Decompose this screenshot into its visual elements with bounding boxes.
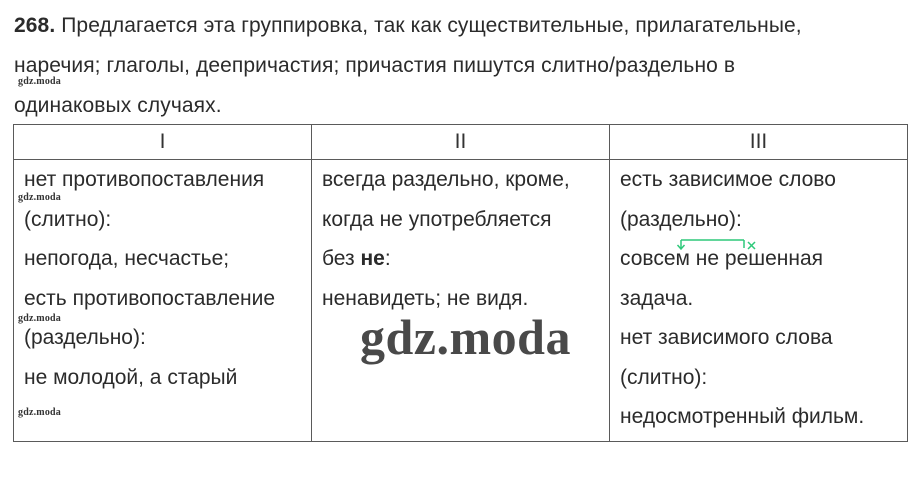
cell-line: задача.: [620, 286, 694, 310]
column-header-3: III: [610, 125, 908, 160]
column-1-cell: [14, 160, 312, 442]
column-header-2: II: [312, 125, 610, 160]
watermark-small: gdz.moda: [18, 313, 61, 324]
watermark-small: gdz.moda: [18, 407, 61, 418]
cell-line: нет противопоставления: [24, 168, 265, 191]
cell-line: совсем не решенная: [620, 247, 824, 270]
cell-line: (слитно):: [620, 365, 708, 389]
bold-particle: не: [360, 247, 385, 270]
cell-line: когда не употребляется: [322, 207, 552, 231]
column-2-cell: [312, 160, 610, 442]
column-header-1: I: [14, 125, 312, 160]
column-3-cell: [610, 160, 908, 442]
cell-line: непогода, несчастье;: [24, 247, 230, 270]
cell-line: ненавидеть; не видя.: [322, 286, 529, 310]
task-line-3: одинаковых случаях.: [14, 94, 222, 117]
task-text: [14, 6, 914, 126]
task-line-1: [14, 6, 914, 46]
table-row: [14, 160, 908, 442]
cell-line: (раздельно):: [24, 326, 146, 349]
watermark-large: gdz.moda: [360, 309, 571, 365]
cell-line: недосмотренный фильм.: [620, 405, 865, 428]
table-header-row: [14, 125, 908, 160]
cell-line: всегда раздельно, кроме,: [322, 168, 570, 191]
task-number: 268.: [14, 14, 56, 37]
cell-line-with-bold: [322, 239, 601, 279]
cell-line: нет зависимого слова: [620, 326, 833, 349]
task-line-2: наречия; глаголы, деепричастия; причастия пишутся слитно/раздельно в: [14, 54, 736, 77]
dependency-mark-icon: [676, 236, 760, 252]
watermark-small: gdz.moda: [18, 192, 61, 203]
watermark-small: gdz.moda: [18, 76, 61, 87]
grouping-table: [13, 124, 908, 442]
task-line-1-text: Предлагается эта группировка, так как существительные, прилагательные,: [61, 14, 802, 37]
cell-line: есть противопоставление: [24, 286, 276, 310]
cell-line: (раздельно):: [620, 207, 742, 231]
cell-line: не молодой, а старый: [24, 365, 238, 389]
cell-line: есть зависимое слово: [620, 168, 836, 191]
cell-text: без: [322, 247, 361, 270]
cell-line: (слитно):: [24, 207, 112, 231]
cell-text: :: [384, 247, 391, 270]
